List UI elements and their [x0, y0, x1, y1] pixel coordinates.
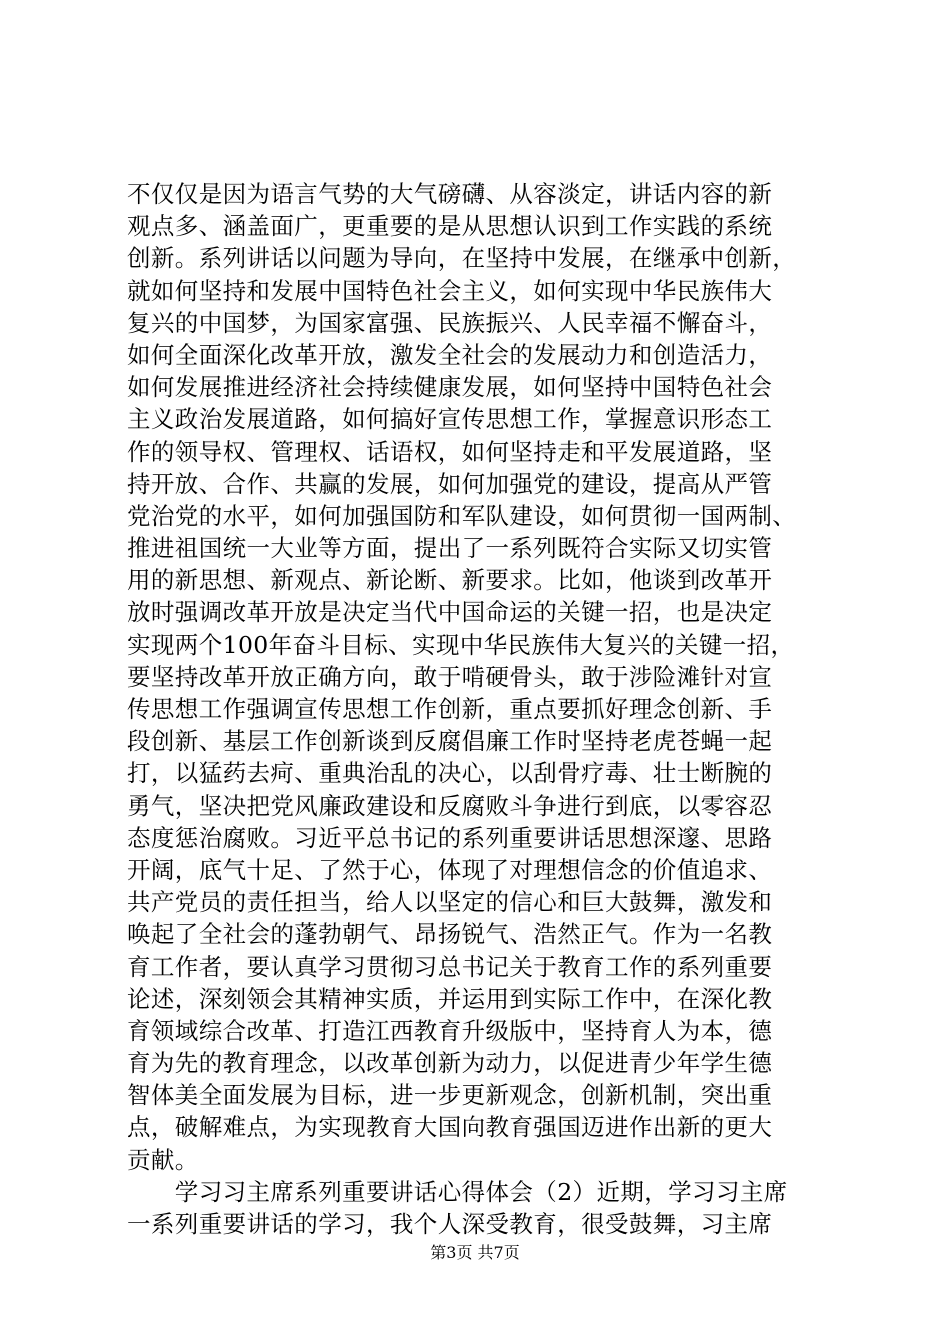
text-line: 开阔，底气十足、了然于心，体现了对理想信念的价值追求、: [127, 855, 773, 884]
text-line: 段创新、基层工作创新谈到反腐倡廉工作时坚持老虎苍蝇一起: [127, 727, 773, 756]
text-line: 推进祖国统一大业等方面，提出了一系列既符合实际又切实管: [127, 534, 773, 563]
text-line: 如何全面深化改革开放，激发全社会的发展动力和创造活力，: [127, 340, 773, 369]
text-line: 主义政治发展道路，如何搞好宣传思想工作，掌握意识形态工: [127, 405, 773, 434]
text-line: 实现两个100年奋斗目标、实现中华民族伟大复兴的关键一招，: [127, 630, 795, 659]
text-line: 态度惩治腐败。习近平总书记的系列重要讲话思想深邃、思路: [127, 823, 773, 852]
text-line: 党治党的水平，如何加强国防和军队建设，如何贯彻一国两制、: [127, 501, 797, 530]
text-line: 学习习主席系列重要讲话心得体会（2）近期，学习习主席: [127, 1177, 788, 1206]
text-line: 共产党员的责任担当，给人以坚定的信心和巨大鼓舞，激发和: [127, 888, 773, 917]
text-line: 就如何坚持和发展中国特色社会主义，如何实现中华民族伟大: [127, 276, 773, 305]
text-line: 如何发展推进经济社会持续健康发展，如何坚持中国特色社会: [127, 373, 773, 402]
text-line: 贡献。: [127, 1145, 199, 1174]
page-number-footer: 第3页 共7页: [430, 1243, 520, 1262]
text-line: 要坚持改革开放正确方向，敢于啃硬骨头，敢于涉险滩针对宣: [127, 662, 773, 691]
text-line: 传思想工作强调宣传思想工作创新，重点要抓好理念创新、手: [127, 695, 773, 723]
text-line: 唤起了全社会的蓬勃朝气、昂扬锐气、浩然正气。作为一名教: [127, 920, 773, 949]
text-line: 一系列重要讲话的学习，我个人深受教育，很受鼓舞，习主席: [127, 1210, 773, 1238]
text-line: 育工作者，要认真学习贯彻习总书记关于教育工作的系列重要: [127, 952, 773, 981]
text-line: 复兴的中国梦，为国家富强、民族振兴、人民幸福不懈奋斗，: [127, 308, 773, 337]
text-line: 打，以猛药去疴、重典治乱的决心，以刮骨疗毒、壮士断腕的: [127, 759, 773, 788]
text-line: 用的新思想、新观点、新论断、新要求。比如，他谈到改革开: [127, 566, 773, 595]
text-line: 勇气，坚决把党风廉政建设和反腐败斗争进行到底，以零容忍: [127, 791, 773, 820]
text-line: 创新。系列讲话以问题为导向，在坚持中发展，在继承中创新，: [127, 244, 797, 273]
text-line: 育为先的教育理念，以改革创新为动力，以促进青少年学生德: [127, 1049, 773, 1078]
text-line: 观点多、涵盖面广，更重要的是从思想认识到工作实践的系统: [127, 212, 773, 241]
text-line: 持开放、合作、共赢的发展，如何加强党的建设，提高从严管: [127, 469, 773, 498]
text-line: 点，破解难点，为实现教育大国向教育强国迈进作出新的更大: [127, 1113, 773, 1142]
text-line: 作的领导权、管理权、话语权，如何坚持走和平发展道路，坚: [127, 437, 773, 466]
text-line: 智体美全面发展为目标，进一步更新观念，创新机制，突出重: [127, 1081, 773, 1110]
text-line: 育领域综合改革、打造江西教育升级版中，坚持育人为本，德: [127, 1016, 773, 1045]
text-line: 不仅仅是因为语言气势的大气磅礴、从容淡定，讲话内容的新: [127, 180, 773, 208]
body-text: [127, 178, 837, 1240]
text-line: 论述，深刻领会其精神实质，并运用到实际工作中，在深化教: [127, 984, 773, 1013]
text-line: 放时强调改革开放是决定当代中国命运的关键一招，也是决定: [127, 598, 773, 627]
